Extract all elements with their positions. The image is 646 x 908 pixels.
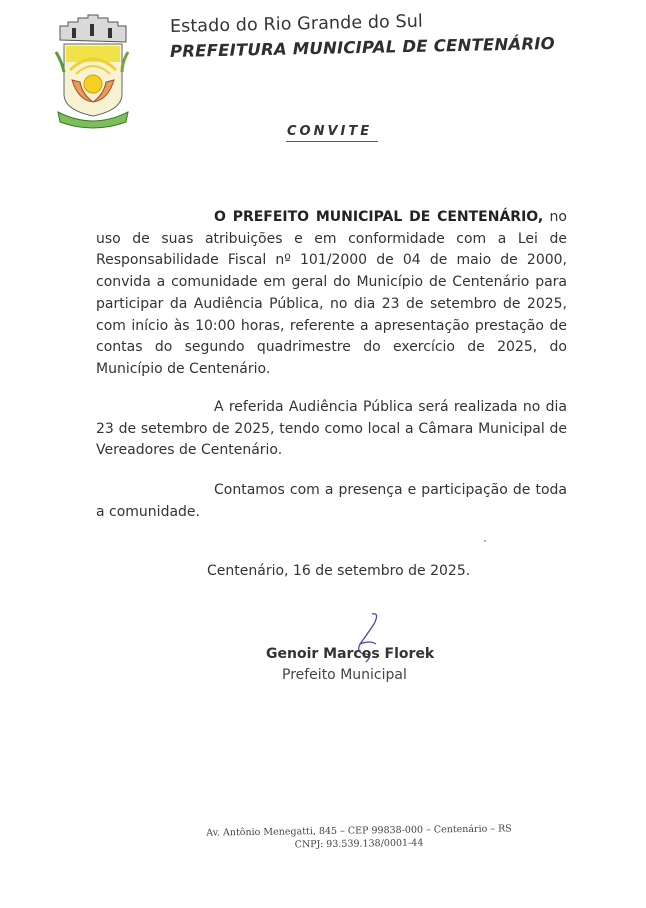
municipality-name: PREFEITURA MUNICIPAL DE CENTENÁRIO [169, 33, 556, 61]
signatory-name: Genoir Marcos Florek [266, 646, 435, 662]
closing-text: Contamos com a presença e participação de toda a comunidade. [96, 482, 567, 520]
title-underline [286, 141, 378, 142]
footer-cnpj: CNPJ: 93.539.138/0001-44 [294, 837, 424, 851]
scan-speck [484, 540, 486, 542]
signatory-role: Prefeito Municipal [282, 667, 407, 683]
coat-of-arms-icon [52, 12, 132, 130]
invitation-text: no uso de suas atribuições e em conformidade com a Lei de Responsabilidade Fiscal nº 101/2000 de 04 de maio de 2000, convida a comunidade em geral do Município de Centenário para participar da Audiência Pública, no dia 23 de setembro de 2025, com início às 10:00 horas, referente a apresentação prestação de contas do segundo quadrimestre do exercício de 2025, do Município de Centenário. [96, 209, 567, 377]
mayor-lead: O PREFEITO MUNICIPAL DE CENTENÁRIO, [214, 209, 544, 225]
state-name: Estado do Rio Grande do Sul [169, 11, 424, 37]
paragraph-closing [96, 480, 567, 523]
document-title: CONVITE [287, 124, 373, 139]
paragraph-location [96, 397, 567, 462]
footer-address: Av. Antônio Menegatti, 845 – CEP 99838-000 – Centenário – RS [206, 823, 512, 839]
paragraph-invitation [96, 207, 567, 381]
location-text: A referida Audiência Pública será realizada no dia 23 de setembro de 2025, tendo como local a Câmara Municipal de Vereadores de Centenário. [96, 399, 567, 459]
date-line: Centenário, 16 de setembro de 2025. [207, 563, 471, 579]
coat-of-arms-logo [52, 12, 132, 130]
